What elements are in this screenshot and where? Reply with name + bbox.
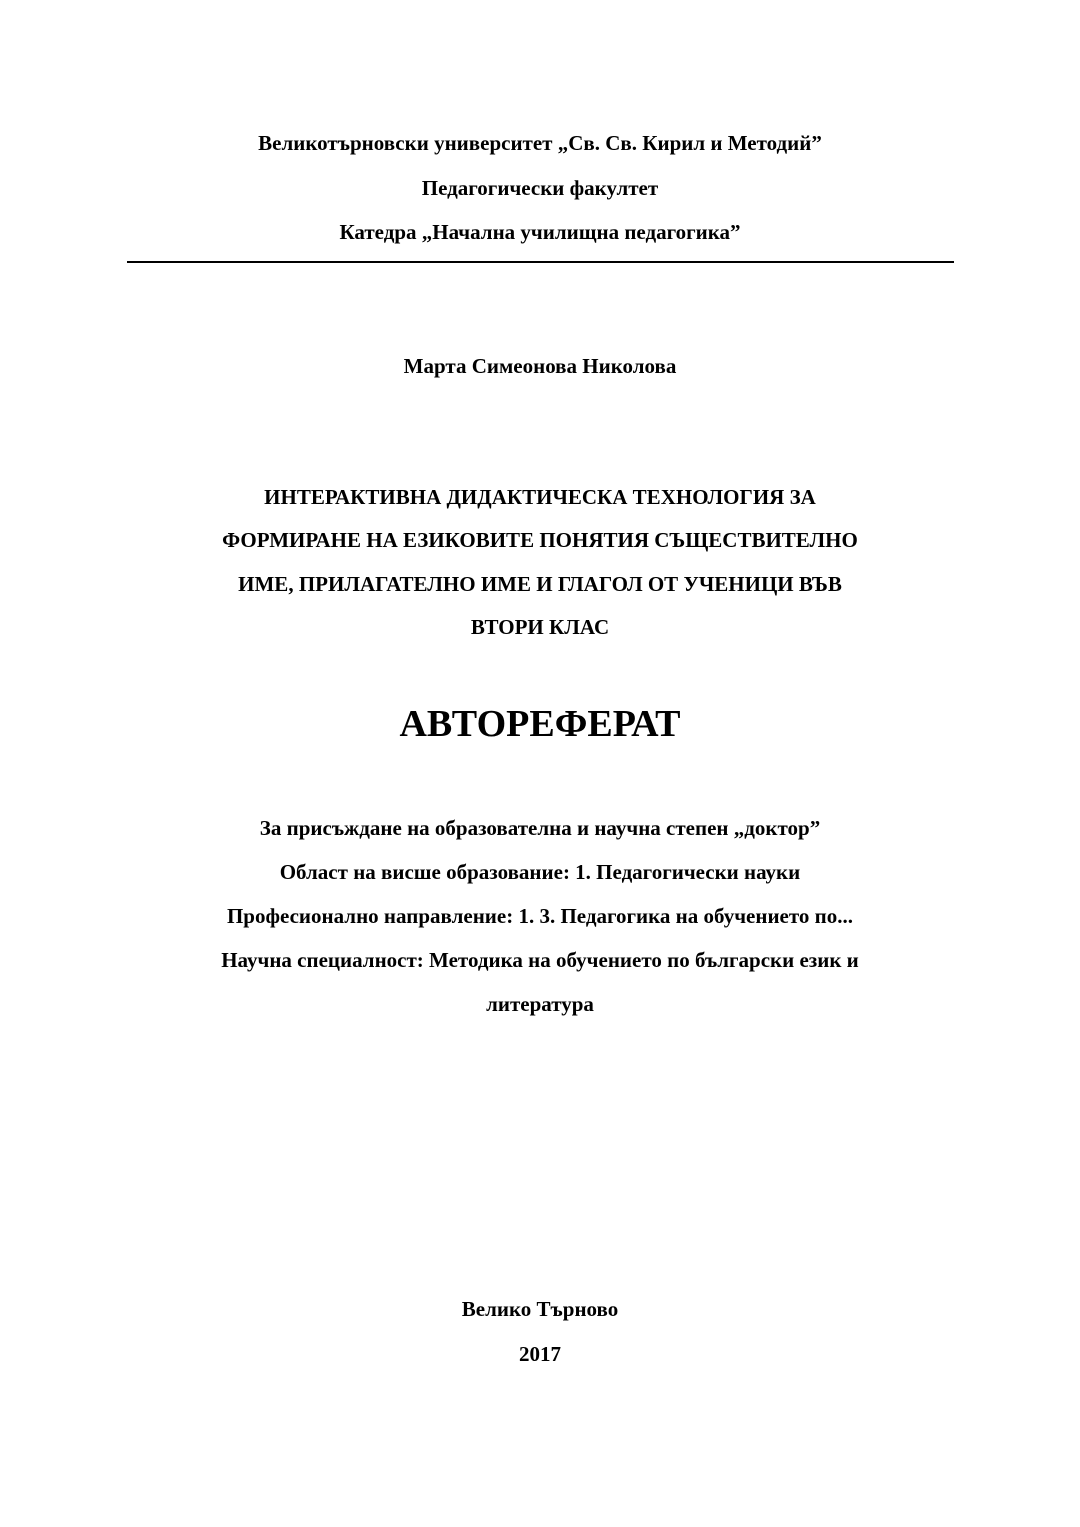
title-line-2: ФОРМИРАНЕ НА ЕЗИКОВИТЕ ПОНЯТИЯ СЪЩЕСТВИТЕЛНО — [222, 528, 858, 552]
degree-line: За присъждане на образователна и научна степен „доктор” — [259, 816, 821, 840]
title-line-3: ИМЕ, ПРИЛАГАТЕЛНО ИМЕ И ГЛАГОЛ ОТ УЧЕНИЦИ ВЪВ — [238, 572, 842, 596]
header-divider — [127, 261, 954, 263]
faculty-name: Педагогически факултет — [421, 176, 659, 200]
document-type: АВТОРЕФЕРАТ — [399, 703, 681, 745]
year: 2017 — [519, 1342, 561, 1366]
author-name: Марта Симеонова Николова — [403, 354, 677, 378]
city: Велико Търново — [461, 1297, 619, 1321]
department-name: Катедра „Начална училищна педагогика” — [339, 220, 741, 244]
direction-line: Професионално направление: 1. 3. Педагогика на обучението по... — [226, 904, 854, 928]
title-line-1: ИНТЕРАКТИВНА ДИДАКТИЧЕСКА ТЕХНОЛОГИЯ ЗА — [264, 485, 816, 509]
field-line: Област на висше образование: 1. Педагогически науки — [279, 860, 801, 884]
university-name: Великотърновски университет „Св. Св. Кирил и Методий” — [258, 131, 822, 155]
title-line-4: ВТОРИ КЛАС — [470, 615, 610, 639]
specialty-line: Научна специалност: Методика на обучението по български език и — [221, 948, 859, 972]
specialty-line-continued: литература — [486, 992, 594, 1016]
